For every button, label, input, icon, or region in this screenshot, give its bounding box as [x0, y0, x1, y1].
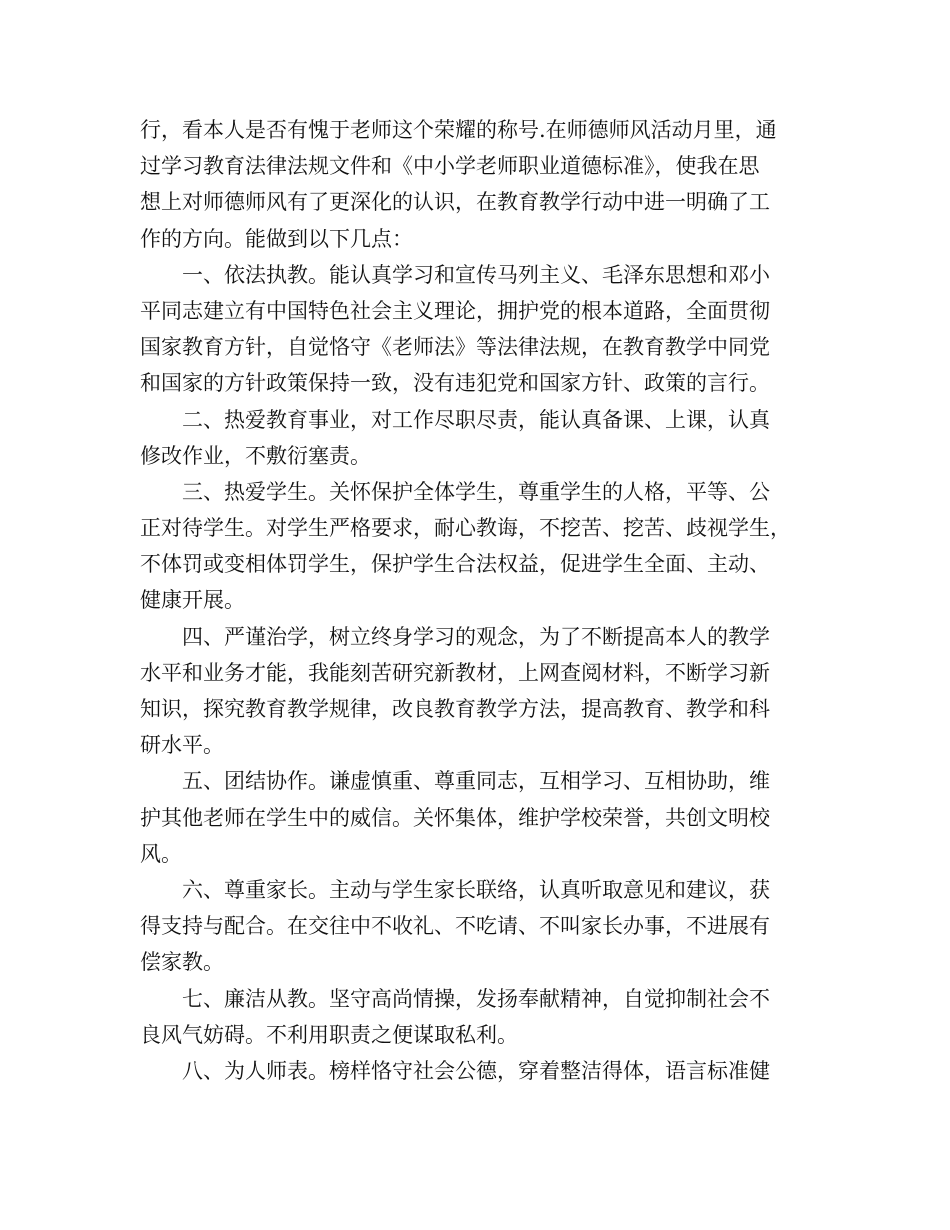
text-line: 五、团结协作。谦虚慎重、尊重同志，互相学习、互相协助，维 [182, 769, 770, 794]
text-line: 偿家教。 [140, 950, 224, 975]
text-line: 三、热爱学生。关怀保护全体学生，尊重学生的人格，平等、公 [182, 479, 770, 504]
text-line: 知识，探究教育教学规律，改良教育教学方法，提高教育、教学和科 [140, 697, 770, 721]
text-line: 七、廉洁从教。坚守高尚情操，发扬奉献精神，自觉抑制社会不 [182, 986, 770, 1011]
text-line: 二、热爱教育事业，对工作尽职尽责，能认真备课、上课，认真 [182, 407, 770, 432]
text-line: 不体罚或变相体罚学生，保护学生合法权益，促进学生全面、主动、 [140, 552, 770, 577]
text-line: 护其他老师在学生中的威信。关怀集体，维护学校荣誉，共创文明校 [140, 805, 770, 830]
text-line: 水平和业务才能，我能刻苦研究新教材，上网查阅材料，不断学习新 [140, 660, 770, 685]
text-line: 八、为人师表。榜样恪守社会公德，穿着整洁得体，语言标准健 [182, 1058, 770, 1083]
text-line: 作的方向。能做到以下几点： [140, 226, 413, 251]
text-line: 国家教育方针，自觉恪守《老师法》等法律法规，在教育教学中同党 [140, 335, 770, 360]
text-line: 修改作业，不敷衍塞责。 [140, 443, 371, 468]
text-line: 一、依法执教。能认真学习和宣传马列主义、毛泽东思想和邓小 [182, 262, 770, 287]
text-line: 得支持与配合。在交往中不收礼、不吃请、不叫家长办事，不进展有 [140, 914, 770, 939]
text-line: 想上对师德师风有了更深化的认识，在教育教学行动中进一明确了工 [140, 190, 770, 215]
text-line: 良风气妨碍。不利用职责之便谋取私利。 [140, 1022, 518, 1047]
text-line: 行，看本人是否有愧于老师这个荣耀的称号.在师德师风活动月里，通 [140, 118, 777, 142]
text-line: 风。 [140, 841, 182, 866]
text-line: 平同志建立有中国特色社会主义理论，拥护党的根本道路，全面贯彻 [140, 298, 770, 323]
document-body [140, 112, 820, 1089]
text-line: 六、尊重家长。主动与学生家长联络，认真听取意见和建议，获 [182, 877, 770, 902]
text-line: 过学习教育法律法规文件和《中小学老师职业道德标准》，使我在思 [140, 154, 760, 179]
text-line: 研水平。 [140, 733, 224, 758]
text-line: 和国家的方针政策保持一致，没有违犯党和国家方针、政策的言行。 [140, 371, 770, 396]
text-line: 健康开展。 [140, 588, 245, 613]
text-line: 四、严谨治学，树立终身学习的观念，为了不断提高本人的教学 [182, 624, 770, 649]
text-line: 正对待学生。对学生严格要求，耐心教诲，不挖苦、挖苦、歧视学生， [140, 516, 791, 541]
